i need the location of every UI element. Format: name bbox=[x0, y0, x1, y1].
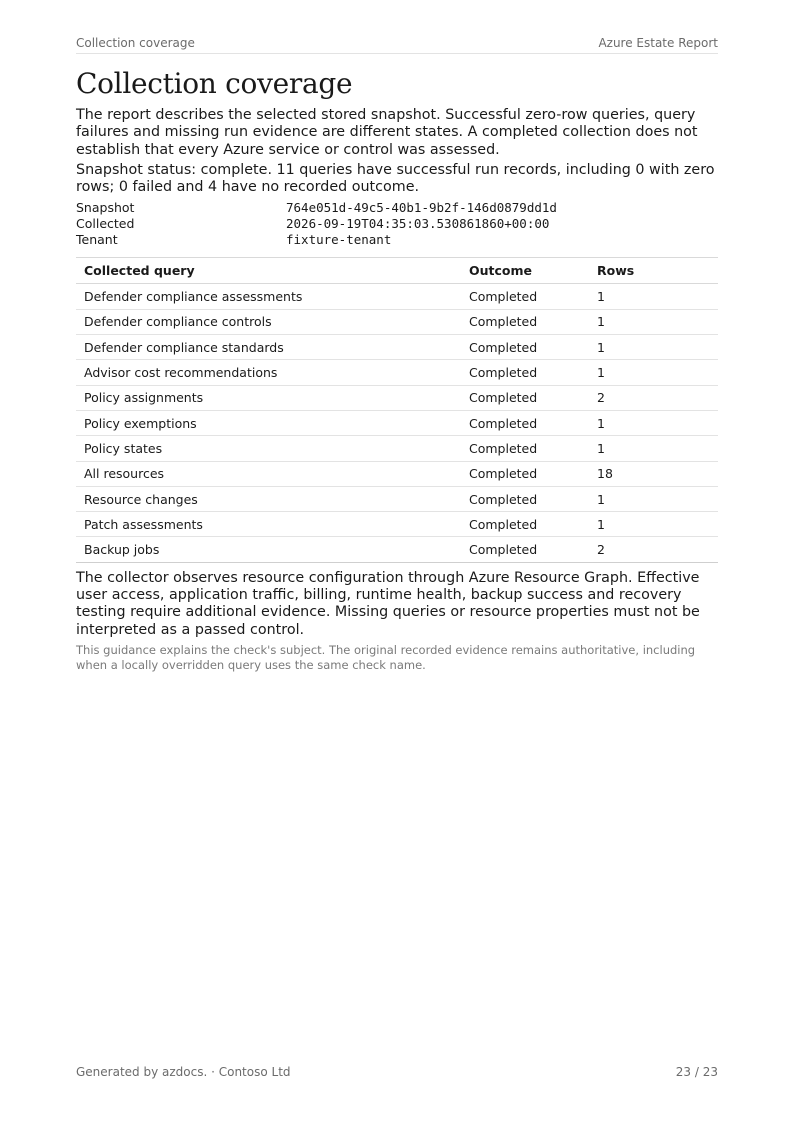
query-outcome: Completed bbox=[461, 486, 589, 511]
query-name: Advisor cost recommendations bbox=[76, 360, 461, 385]
footer-generator: Generated by azdocs. · Contoso Ltd bbox=[76, 1065, 291, 1079]
table-row bbox=[76, 512, 718, 537]
query-row-count: 1 bbox=[589, 335, 718, 360]
query-row-count: 1 bbox=[589, 436, 718, 461]
query-name: Policy exemptions bbox=[76, 410, 461, 435]
header-section-name: Collection coverage bbox=[76, 36, 195, 50]
query-outcome: Completed bbox=[461, 309, 589, 334]
query-name: Backup jobs bbox=[76, 537, 461, 562]
query-name: Policy assignments bbox=[76, 385, 461, 410]
meta-value-collected: 2026-09-19T04:35:03.530861860+00:00 bbox=[286, 216, 550, 232]
page-number: 23 / 23 bbox=[675, 1065, 718, 1079]
query-name: Policy states bbox=[76, 436, 461, 461]
table-row bbox=[76, 486, 718, 511]
column-header-query: Collected query bbox=[76, 258, 461, 284]
query-outcome: Completed bbox=[461, 335, 589, 360]
query-row-count: 1 bbox=[589, 284, 718, 309]
running-footer bbox=[76, 1065, 718, 1079]
report-page bbox=[76, 0, 718, 1123]
query-outcome: Completed bbox=[461, 410, 589, 435]
query-row-count: 2 bbox=[589, 537, 718, 562]
intro-paragraph: The report describes the selected stored snapshot. Successful zero-row queries, query failures and missing run evidence are different states. A completed collection does not establish that every Azure service or control was assessed. bbox=[76, 107, 698, 158]
query-row-count: 1 bbox=[589, 360, 718, 385]
query-name: All resources bbox=[76, 461, 461, 486]
table-row bbox=[76, 385, 718, 410]
query-name: Defender compliance standards bbox=[76, 335, 461, 360]
column-header-outcome: Outcome bbox=[461, 258, 589, 284]
query-name: Patch assessments bbox=[76, 512, 461, 537]
query-row-count: 1 bbox=[589, 309, 718, 334]
table-row bbox=[76, 537, 718, 562]
query-name: Defender compliance assessments bbox=[76, 284, 461, 309]
query-name: Defender compliance controls bbox=[76, 309, 461, 334]
query-row-count: 1 bbox=[589, 512, 718, 537]
snapshot-metadata bbox=[76, 200, 718, 248]
table-row bbox=[76, 360, 718, 385]
meta-label-collected: Collected bbox=[76, 216, 135, 232]
query-outcome: Completed bbox=[461, 360, 589, 385]
query-outcome: Completed bbox=[461, 512, 589, 537]
closing-paragraph: The collector observes resource configuration through Azure Resource Graph. Effective user access, application traffic, billing, runtime health, backup success and recovery testing require additional evidence. Missing queries or resource properties must not be interpreted as a passed control. bbox=[76, 569, 700, 638]
query-outcome: Completed bbox=[461, 537, 589, 562]
running-header bbox=[76, 36, 718, 54]
query-outcome: Completed bbox=[461, 436, 589, 461]
meta-label-snapshot: Snapshot bbox=[76, 200, 135, 216]
meta-value-snapshot: 764e051d-49c5-40b1-9b2f-146d0879dd1d bbox=[286, 200, 557, 216]
snapshot-status: Snapshot status: complete. 11 queries have successful run records, including 0 with zero rows; 0 failed and 4 have no recorded outcome. bbox=[76, 161, 715, 196]
content bbox=[76, 107, 718, 673]
query-row-count: 1 bbox=[589, 410, 718, 435]
table-row bbox=[76, 284, 718, 309]
query-outcome: Completed bbox=[461, 284, 589, 309]
collected-queries-table bbox=[76, 257, 718, 562]
table-row bbox=[76, 335, 718, 360]
page-title: Collection coverage bbox=[76, 67, 353, 100]
query-row-count: 1 bbox=[589, 486, 718, 511]
meta-label-tenant: Tenant bbox=[76, 232, 118, 248]
query-outcome: Completed bbox=[461, 385, 589, 410]
table-row bbox=[76, 461, 718, 486]
meta-value-tenant: fixture-tenant bbox=[286, 232, 392, 248]
query-name: Resource changes bbox=[76, 486, 461, 511]
table-header-row bbox=[76, 258, 718, 284]
query-row-count: 18 bbox=[589, 461, 718, 486]
query-row-count: 2 bbox=[589, 385, 718, 410]
header-report-name: Azure Estate Report bbox=[598, 36, 718, 50]
table-row bbox=[76, 410, 718, 435]
table-row bbox=[76, 436, 718, 461]
guidance-note: This guidance explains the check's subject. The original recorded evidence remains authoritative, including when a locally overridden query uses the same check name. bbox=[76, 642, 696, 672]
table-row bbox=[76, 309, 718, 334]
column-header-rows: Rows bbox=[589, 258, 718, 284]
query-outcome: Completed bbox=[461, 461, 589, 486]
